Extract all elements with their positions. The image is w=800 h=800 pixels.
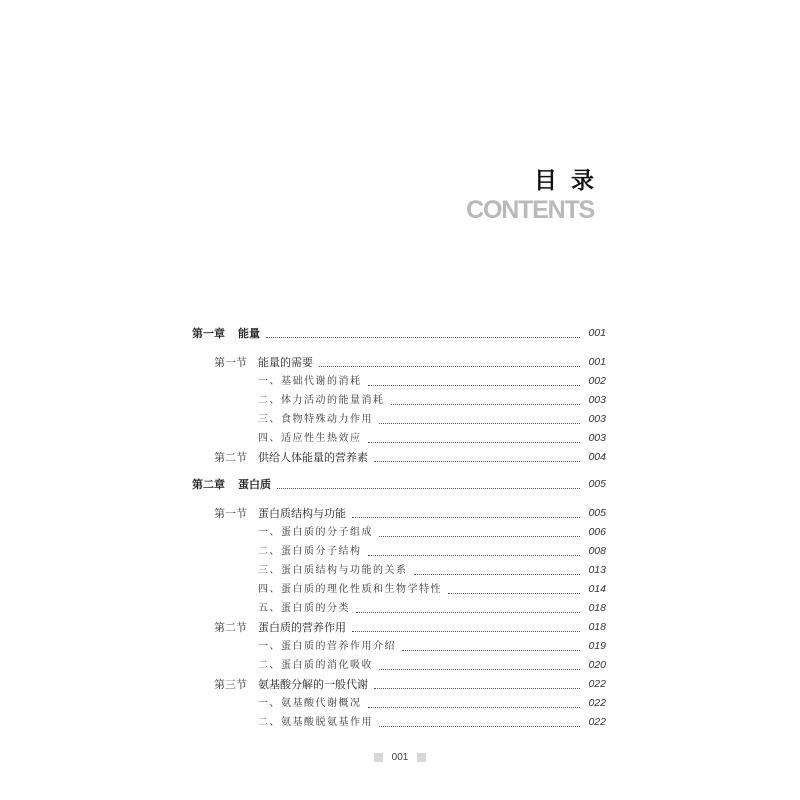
toc-item-title: 二、氨基酸脱氨基作用 (258, 717, 373, 728)
toc-page-number: 003 (588, 413, 606, 425)
toc-item-title: 二、蛋白质分子结构 (258, 546, 362, 557)
toc-page-number: 005 (588, 507, 606, 519)
toc-chapter-number: 第二章 (192, 478, 225, 491)
toc-dot-leader (368, 441, 581, 443)
toc-dot-leader (368, 384, 581, 386)
toc-item-title: 四、蛋白质的理化性质和生物学特性 (258, 584, 442, 595)
toc-page-number: 022 (588, 678, 606, 690)
toc-item-title: 二、蛋白质的消化吸收 (258, 660, 373, 671)
toc-section-number: 第二节 (214, 451, 247, 464)
toc-section-title: 供给人体能量的营养素 (258, 451, 368, 464)
toc-item-title: 一、基础代谢的消耗 (258, 376, 362, 387)
toc-item-row[interactable] (192, 599, 606, 618)
footer-page-number: 001 (391, 752, 409, 763)
toc-dot-leader (448, 592, 580, 594)
toc-dot-leader (374, 460, 580, 462)
toc-page-number: 001 (588, 356, 606, 368)
toc-dot-leader (368, 706, 581, 708)
toc-page-number: 018 (588, 621, 606, 633)
toc-page-number: 014 (588, 583, 606, 595)
toc-page-number: 018 (588, 602, 606, 614)
toc-dot-leader (352, 630, 580, 632)
toc-item-row[interactable] (192, 561, 606, 580)
toc-dot-leader (379, 668, 580, 670)
toc-page-number: 005 (588, 478, 606, 490)
toc-section-row[interactable] (192, 618, 606, 637)
toc-item-title: 一、蛋白质的分子组成 (258, 527, 373, 538)
toc-page-number: 020 (588, 659, 606, 671)
toc-chapter-title: 蛋白质 (238, 478, 271, 491)
toc-chapter-title: 能量 (238, 327, 260, 340)
toc-page-number: 004 (588, 451, 606, 463)
toc-section-number: 第一节 (214, 356, 247, 369)
toc-page-number: 022 (588, 697, 606, 709)
toc-item-title: 一、蛋白质的营养作用介绍 (258, 641, 396, 652)
toc-chapter-row[interactable] (192, 475, 606, 494)
title-chinese: 目录 (534, 168, 608, 194)
toc-section-title: 蛋白质的营养作用 (258, 621, 346, 634)
toc-section-title: 能量的需要 (258, 356, 313, 369)
toc-item-row[interactable] (192, 637, 606, 656)
toc-dot-leader (374, 687, 580, 689)
toc-section-row[interactable] (192, 448, 606, 467)
toc-item-row[interactable] (192, 580, 606, 599)
toc-page-number: 002 (588, 375, 606, 387)
toc-dot-leader (352, 516, 580, 518)
toc-dot-leader (402, 649, 580, 651)
toc-item-title: 二、体力活动的能量消耗 (258, 395, 385, 406)
footer-square-right (417, 753, 426, 762)
toc-page-number: 001 (588, 327, 606, 339)
toc-chapter-number: 第一章 (192, 327, 225, 340)
toc-dot-leader (391, 403, 581, 405)
toc-page-number: 019 (588, 640, 606, 652)
toc-section-title: 蛋白质结构与功能 (258, 507, 346, 520)
toc-page-number: 006 (588, 526, 606, 538)
toc-item-title: 一、氨基酸代谢概况 (258, 698, 362, 709)
toc-item-title: 三、食物特殊动力作用 (258, 414, 373, 425)
title-block (466, 168, 608, 224)
toc-section-number: 第一节 (214, 507, 247, 520)
toc-page-number: 003 (588, 394, 606, 406)
toc-item-row[interactable] (192, 391, 606, 410)
toc-section-row[interactable] (192, 353, 606, 372)
toc-page-number: 003 (588, 432, 606, 444)
toc-item-row[interactable] (192, 713, 606, 732)
toc-item-row[interactable] (192, 542, 606, 561)
toc-item-title: 五、蛋白质的分类 (258, 603, 350, 614)
toc-item-title: 四、适应性生热效应 (258, 433, 362, 444)
toc-dot-leader (414, 573, 581, 575)
toc-page-number: 022 (588, 716, 606, 728)
toc-dot-leader (356, 611, 580, 613)
toc-section-number: 第二节 (214, 621, 247, 634)
toc-item-row[interactable] (192, 656, 606, 675)
table-of-contents (192, 320, 606, 732)
toc-item-title: 三、蛋白质结构与功能的关系 (258, 565, 408, 576)
toc-chapter-row[interactable] (192, 324, 606, 343)
page-footer (0, 752, 800, 763)
toc-dot-leader (266, 336, 580, 338)
toc-dot-leader (277, 487, 580, 489)
toc-item-row[interactable] (192, 410, 606, 429)
toc-dot-leader (379, 422, 580, 424)
toc-page-number: 013 (588, 564, 606, 576)
toc-section-title: 氨基酸分解的一般代谢 (258, 678, 368, 691)
toc-section-row[interactable] (192, 675, 606, 694)
toc-dot-leader (368, 554, 581, 556)
toc-dot-leader (379, 535, 580, 537)
toc-item-row[interactable] (192, 372, 606, 391)
toc-section-number: 第三节 (214, 678, 247, 691)
footer-square-left (374, 753, 383, 762)
title-english: CONTENTS (466, 196, 594, 224)
toc-dot-leader (319, 365, 580, 367)
toc-dot-leader (379, 725, 580, 727)
toc-section-row[interactable] (192, 504, 606, 523)
toc-item-row[interactable] (192, 694, 606, 713)
toc-page-number: 008 (588, 545, 606, 557)
toc-item-row[interactable] (192, 429, 606, 448)
toc-item-row[interactable] (192, 523, 606, 542)
